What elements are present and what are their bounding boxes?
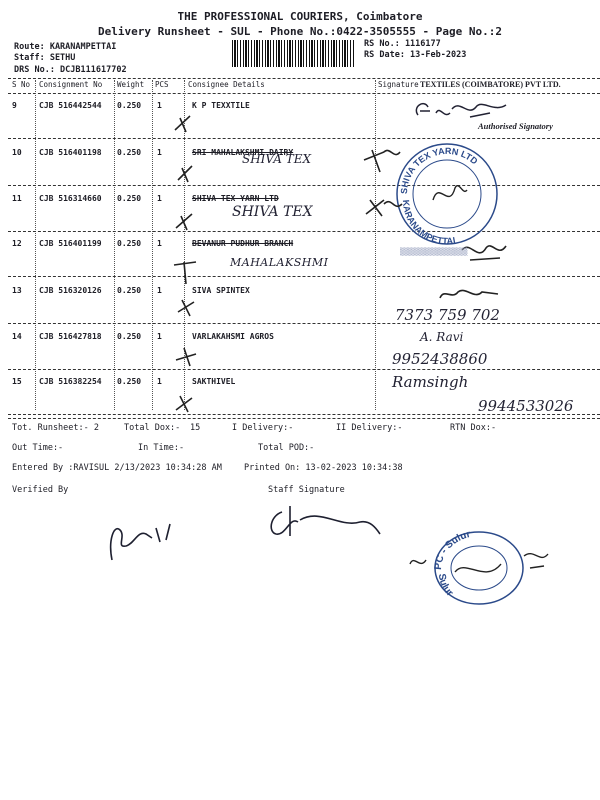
row-weight: 0.250	[117, 239, 142, 248]
rs-date: RS Date: 13-Feb-2023	[364, 50, 467, 60]
handwritten-phone: 7373 759 702	[395, 306, 500, 324]
out-time: Out Time:-	[12, 443, 64, 453]
stamp-bottom-text: KARANAMPETTAI	[400, 199, 457, 247]
consignment-number: CJB 516427818	[39, 332, 102, 341]
row-weight: 0.250	[117, 286, 142, 295]
row-sno: 12	[12, 239, 22, 248]
stamp-top-text: SHIVA TEX YARN LTD	[398, 145, 480, 195]
row-pcs: 1	[157, 332, 162, 341]
row-sno: 13	[12, 286, 22, 295]
col-pcs: PCS	[155, 80, 169, 89]
consignment-number: CJB 516442544	[39, 101, 102, 110]
ii-delivery: II Delivery:-	[336, 423, 403, 433]
entered-by: Entered By :RAVISUL 2/13/2023 10:34:28 AM	[12, 463, 222, 473]
total-dox-label: Total Dox:-	[124, 423, 181, 433]
col-consignment: Consignment No	[39, 80, 103, 89]
handwritten-phone: 9952438860	[392, 350, 488, 368]
runsheet-subtitle: Delivery Runsheet - SUL - Phone No.:0422-3505555 - Page No.:2	[98, 25, 502, 38]
handwritten-note: SHIVA TEX	[232, 204, 313, 220]
consignee-name: SHIVA TEX YARN LTD	[192, 194, 279, 203]
row-weight: 0.250	[117, 194, 142, 203]
col-signature: Signature	[378, 80, 419, 89]
row-sno: 15	[12, 377, 22, 386]
row-pcs: 1	[157, 148, 162, 157]
consignee-name: SAKTHIVEL	[192, 377, 236, 386]
total-runsheet: Tot. Runsheet:- 2	[12, 423, 99, 433]
row-pcs: 1	[157, 286, 162, 295]
consignment-number: CJB 516401198	[39, 148, 102, 157]
row-pcs: 1	[157, 239, 162, 248]
faded-stamp: ▒▒▒▒▒▒▒▒▒▒▒▒▒▒▒▒	[400, 248, 468, 256]
consignee-name: SRI MAHALAKSHMI DAIRY	[192, 148, 294, 157]
rtn-dox: RTN Dox:-	[450, 423, 497, 433]
row-pcs: 1	[157, 101, 162, 110]
company-title: THE PROFESSIONAL COURIERS, Coimbatore	[177, 10, 423, 23]
consignee-name: SIVA SPINTEX	[192, 286, 250, 295]
row-weight: 0.250	[117, 101, 142, 110]
consignee-name: K P TEXXTILE	[192, 101, 250, 110]
handwritten-note: MAHALAKSHMI	[230, 256, 329, 269]
rs-number: RS No.: 1116177	[364, 39, 441, 49]
consignment-number: CJB 516382254	[39, 377, 102, 386]
col-sno: S No	[12, 80, 31, 89]
drs-number: DRS No.: DCJB111617702	[14, 65, 127, 75]
staff-signature-label: Staff Signature	[268, 485, 345, 495]
row-sno: 11	[12, 194, 22, 203]
authorised-signatory-text: Authorised Signatory	[478, 121, 553, 131]
consignment-number: CJB 516320126	[39, 286, 102, 295]
row-pcs: 1	[157, 194, 162, 203]
row-weight: 0.250	[117, 332, 142, 341]
consignment-number: CJB 516401199	[39, 239, 102, 248]
printed-on: Printed On: 13-02-2023 10:34:38	[244, 463, 403, 473]
pc-stamp-bottom: Sulur	[435, 573, 455, 599]
staff-label: Staff: SETHU	[14, 53, 76, 63]
pc-stamp-top: PC - Sulur	[432, 528, 472, 571]
handwritten-name: A. Ravi	[420, 330, 464, 344]
col-consignee: Consignee Details	[188, 80, 265, 89]
consignee-name: BEVANUR PUDHUR BRANCH	[192, 239, 294, 248]
handwritten-note: SHIVA TEX	[242, 152, 312, 166]
row-weight: 0.250	[117, 377, 142, 386]
consignee-name: VARLAKAHSMI AGROS	[192, 332, 274, 341]
handwritten-name: Ramsingh	[392, 373, 469, 391]
row-sno: 14	[12, 332, 22, 341]
verified-by: Verified By	[12, 485, 69, 495]
company-stamp-text: TEXTILES (COIMBATORE) PVT LTD.	[420, 80, 561, 89]
route-label: Route: KARANAMPETTAI	[14, 42, 117, 52]
row-pcs: 1	[157, 377, 162, 386]
i-delivery: I Delivery:-	[232, 423, 294, 433]
total-pod: Total POD:-	[258, 443, 315, 453]
row-sno: 10	[12, 148, 22, 157]
row-weight: 0.250	[117, 148, 142, 157]
handwritten-phone: 9944533026	[478, 397, 574, 415]
total-dox-count: 15	[190, 423, 201, 433]
row-sno: 9	[12, 101, 17, 110]
pc-signature	[404, 540, 554, 580]
in-time: In Time:-	[138, 443, 185, 453]
consignment-number: CJB 516314660	[39, 194, 102, 203]
col-weight: Weight	[117, 80, 145, 89]
